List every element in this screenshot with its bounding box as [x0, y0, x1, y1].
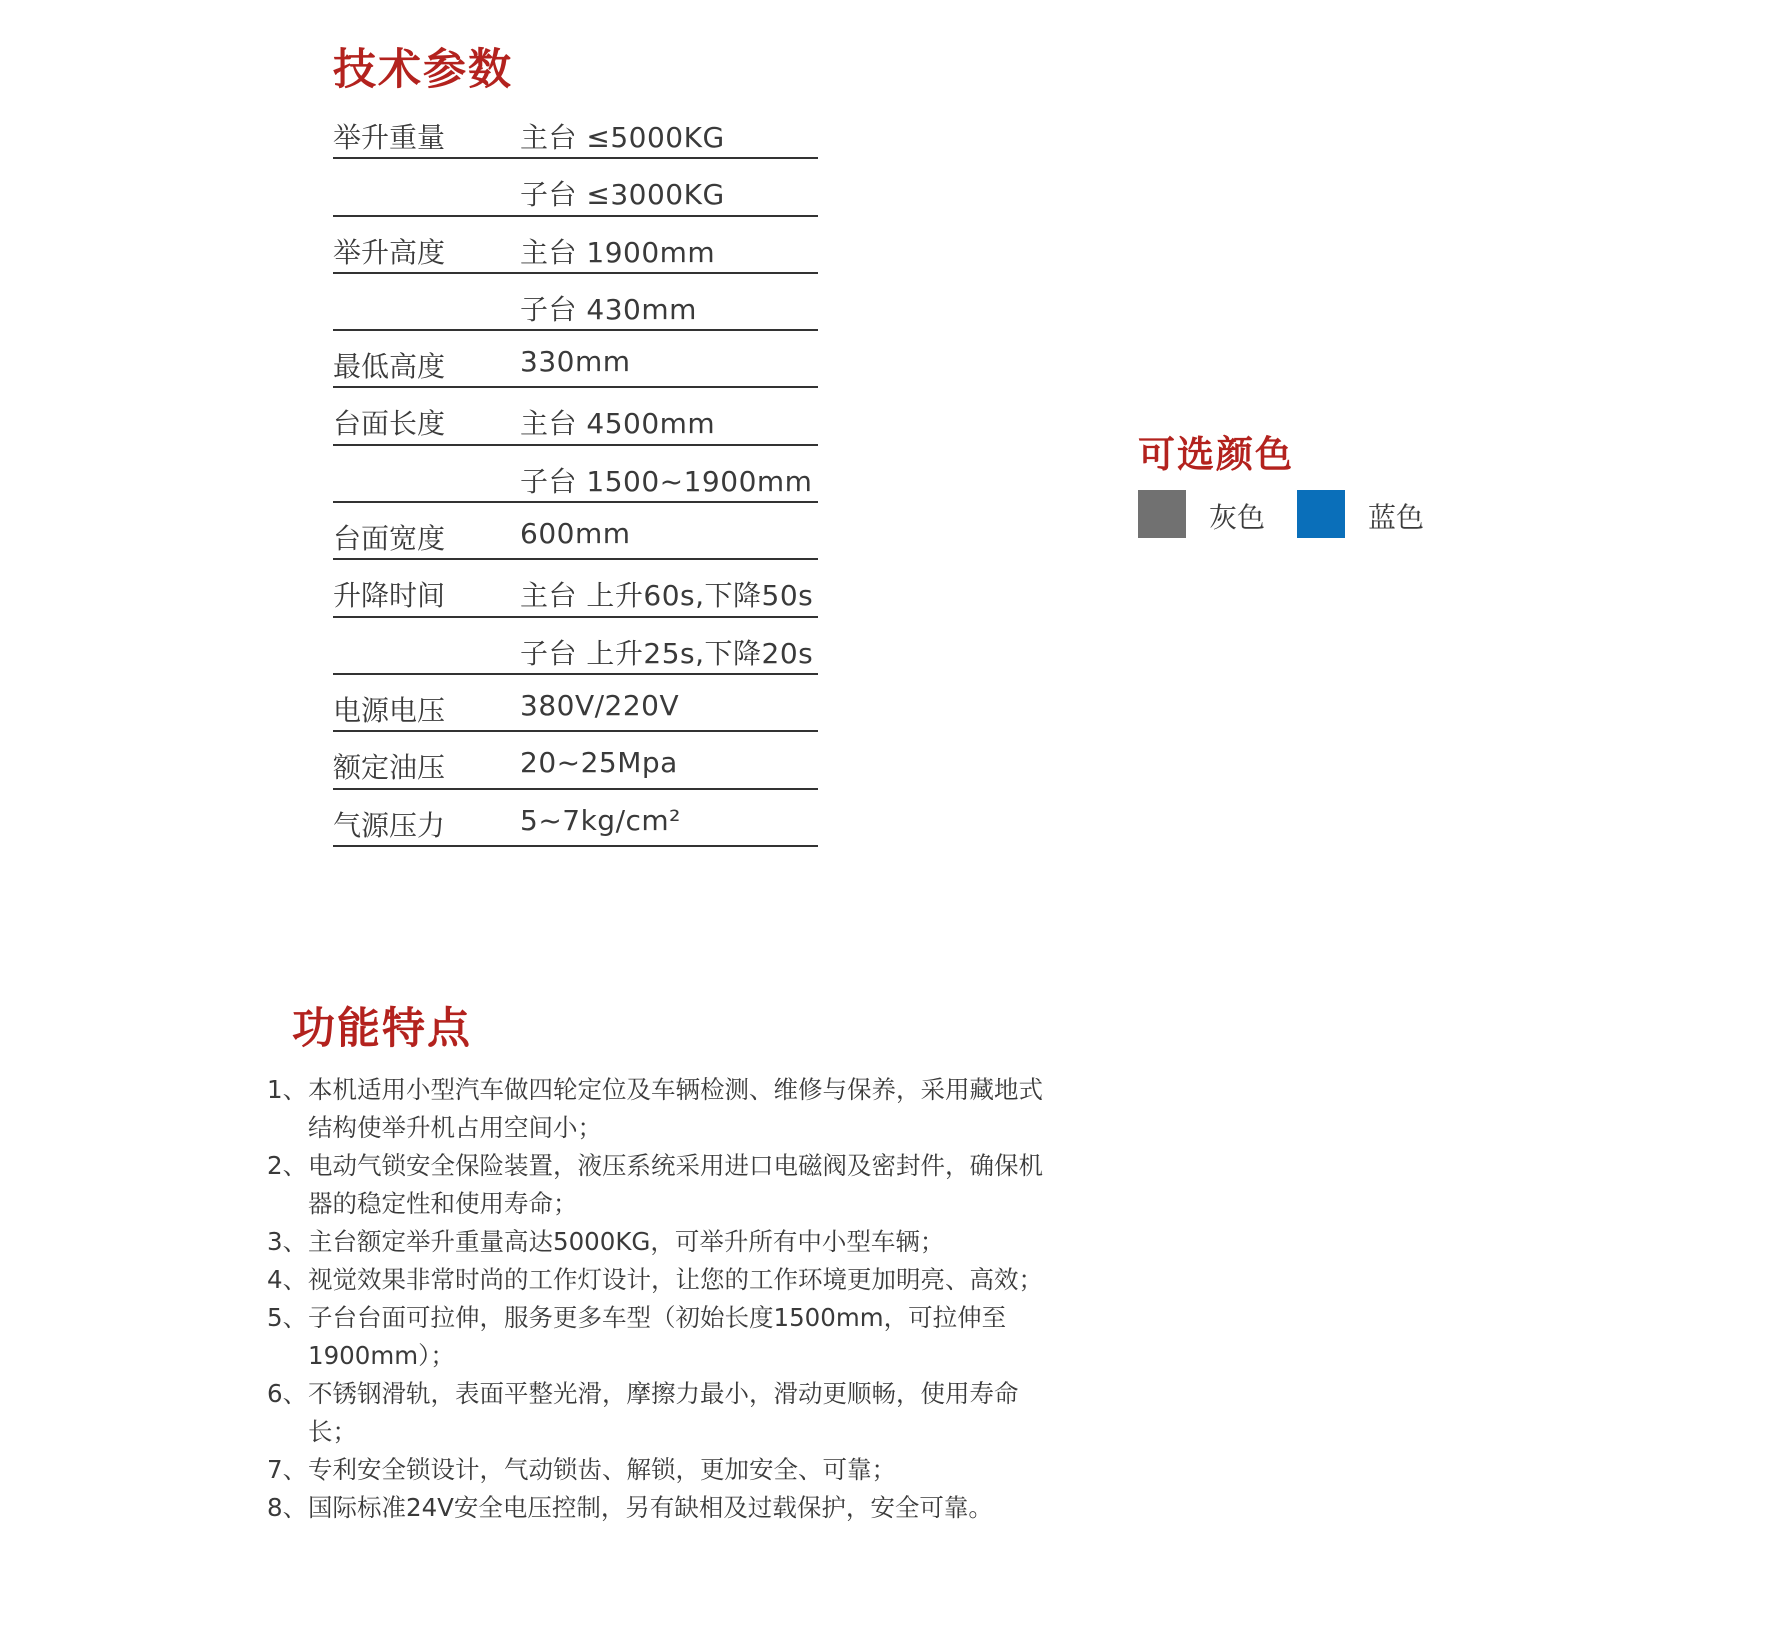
spec-label: 最低高度 [333, 350, 446, 384]
feature-text: 专利安全锁设计，气动锁齿、解锁，更加安全、可靠； [308, 1455, 896, 1484]
spec-value: 600mm [520, 517, 631, 551]
spec-label: 额定油压 [333, 751, 446, 785]
spec-row [333, 618, 818, 675]
spec-row [333, 732, 818, 789]
spec-value: 330mm [520, 345, 631, 379]
spec-value: 子台 430mm [520, 292, 697, 326]
feature-text: 不锈钢滑轨，表面平整光滑，摩擦力最小，滑动更顺畅，使用寿命长； [308, 1379, 1019, 1446]
feature-number: 4、 [267, 1265, 308, 1294]
feature-item [267, 1299, 1057, 1375]
spec-row [333, 560, 818, 617]
feature-item [267, 1375, 1057, 1451]
spec-value: 主台 4500mm [520, 407, 716, 441]
feature-text: 视觉效果非常时尚的工作灯设计，让您的工作环境更加明亮、高效； [308, 1265, 1043, 1294]
feature-number: 8、 [267, 1493, 308, 1522]
spec-row [333, 331, 818, 388]
feature-item [267, 1071, 1057, 1147]
spec-value: 5~7kg/cm² [520, 803, 681, 837]
spec-row [333, 388, 818, 445]
feature-text: 国际标准24V安全电压控制，另有缺相及过载保护，安全可靠。 [308, 1493, 993, 1522]
spec-label: 举升高度 [333, 235, 446, 269]
spec-label: 气源压力 [333, 808, 446, 842]
spec-value: 主台 1900mm [520, 235, 716, 269]
spec-row [333, 102, 818, 159]
feature-item [267, 1451, 1057, 1489]
feature-number: 3、 [267, 1227, 308, 1256]
feature-item [267, 1261, 1057, 1299]
spec-table [333, 102, 818, 847]
color-name: 灰色 [1209, 501, 1266, 534]
spec-label: 升降时间 [333, 579, 446, 613]
spec-value: 子台 1500~1900mm [520, 464, 813, 498]
spec-value: 380V/220V [520, 688, 680, 722]
spec-row [333, 446, 818, 503]
spec-value: 主台 ≤5000KG [520, 121, 725, 154]
spec-label: 台面宽度 [333, 522, 446, 556]
feature-item [267, 1223, 1057, 1261]
spec-title: 技术参数 [333, 45, 513, 95]
feature-item [267, 1489, 1057, 1527]
spec-value: 20~25Mpa [520, 746, 678, 780]
spec-row [333, 790, 818, 847]
spec-value: 子台 ≤3000KG [520, 178, 725, 212]
spec-label: 电源电压 [333, 693, 446, 727]
feature-item [267, 1147, 1057, 1223]
spec-row [333, 675, 818, 732]
feature-title: 功能特点 [292, 1004, 472, 1054]
spec-row [333, 159, 818, 216]
spec-label: 举升重量 [333, 121, 446, 154]
spec-value: 主台 上升60s,下降50s [520, 579, 814, 613]
feature-number: 1、 [267, 1075, 308, 1104]
spec-row [333, 274, 818, 331]
feature-text: 电动气锁安全保险装置，液压系统采用进口电磁阀及密封件，确保机器的稳定性和使用寿命； [308, 1151, 1043, 1218]
feature-number: 2、 [267, 1151, 308, 1180]
spec-value: 子台 上升25s,下降20s [520, 636, 814, 670]
color-swatch [1297, 490, 1345, 538]
row-divider [333, 845, 818, 847]
feature-list [267, 1071, 1057, 1527]
color-swatch [1138, 490, 1186, 538]
feature-number: 5、 [267, 1303, 308, 1332]
feature-text: 子台台面可拉伸，服务更多车型（初始长度1500mm，可拉伸至1900mm）； [308, 1303, 1007, 1370]
feature-text: 主台额定举升重量高达5000KG，可举升所有中小型车辆； [308, 1227, 945, 1256]
spec-row [333, 217, 818, 274]
feature-number: 6、 [267, 1379, 308, 1408]
color-title: 可选颜色 [1138, 433, 1294, 476]
spec-label: 台面长度 [333, 407, 446, 441]
color-name: 蓝色 [1368, 501, 1425, 534]
spec-row [333, 503, 818, 560]
feature-number: 7、 [267, 1455, 308, 1484]
feature-text: 本机适用小型汽车做四轮定位及车辆检测、维修与保养，采用藏地式结构使举升机占用空间小； [308, 1075, 1043, 1142]
